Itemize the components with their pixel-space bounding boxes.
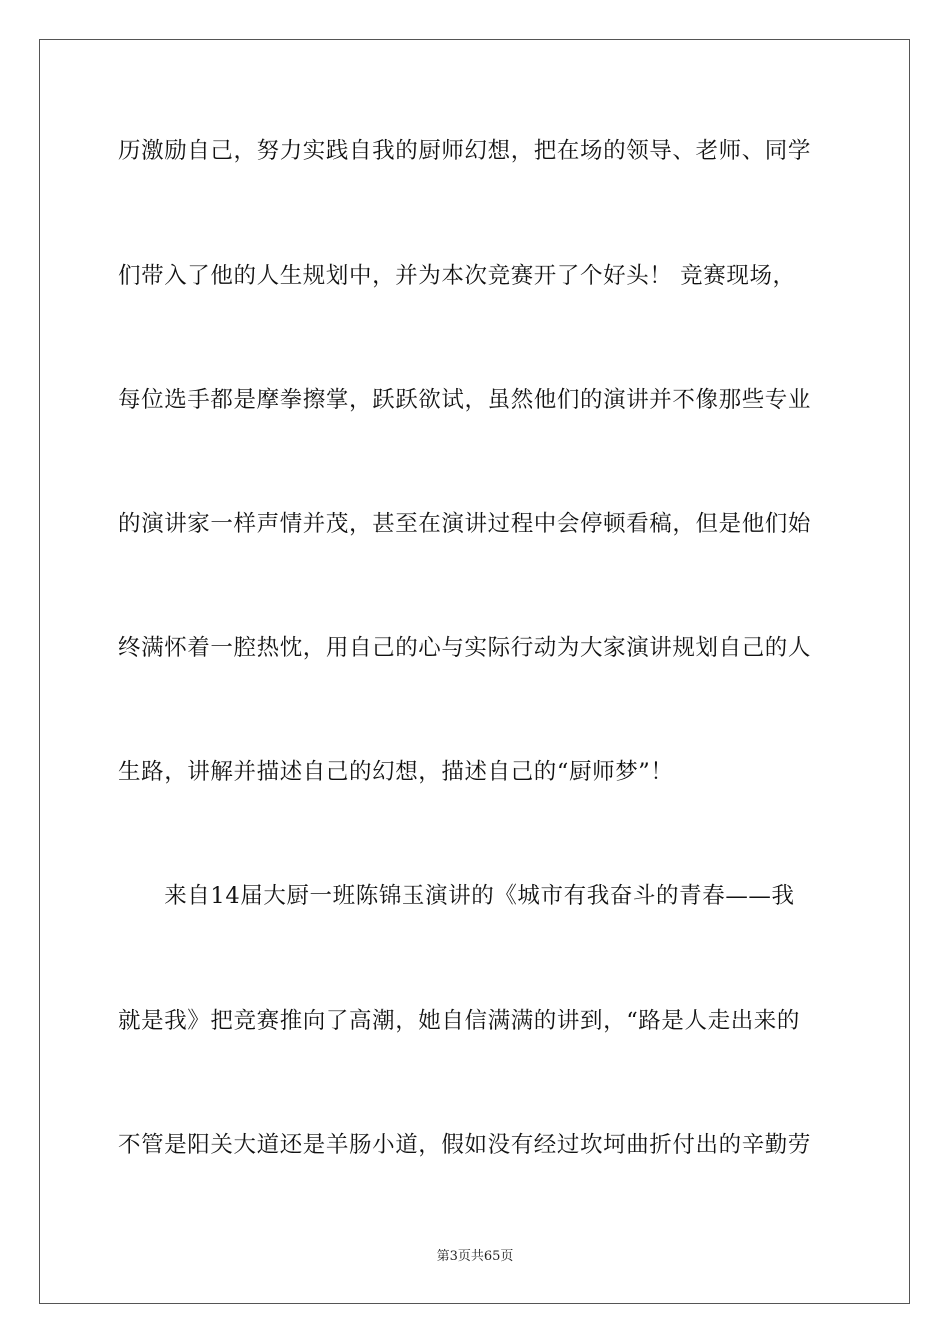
body-text-line: 生路，讲解并描述自己的幻想，描述自己的“厨师梦”！ (118, 759, 674, 785)
body-text-line: 历激励自己，努力实践自我的厨师幻想，把在场的领导、老师、同学 (118, 138, 812, 164)
page-number: 第3页 (436, 1249, 471, 1264)
body-text-line: 就是我》把竞赛推向了高潮，她自信满满的讲到，“路是人走出来的 (118, 1008, 801, 1034)
body-text-line: 的演讲家一样声情并茂，甚至在演讲过程中会停顿看稿，但是他们始 (118, 511, 812, 537)
page-total: 共65页 (470, 1249, 514, 1264)
body-text-line: 每位选手都是摩拳擦掌，跃跃欲试，虽然他们的演讲并不像那些专业 (118, 387, 812, 413)
body-text-line: 们带入了他的人生规划中，并为本次竞赛开了个好头！ 竞赛现场， (118, 263, 796, 289)
body-text-line: 来自14届大厨一班陈锦玉演讲的《城市有我奋斗的青春——我 (118, 883, 795, 909)
page-footer (0, 1249, 950, 1265)
body-text-line: 终满怀着一腔热忱，用自己的心与实际行动为大家演讲规划自己的人 (118, 635, 812, 661)
page-border (39, 39, 910, 1304)
body-text-line: 不管是阳关大道还是羊肠小道，假如没有经过坎坷曲折付出的辛勤劳 (118, 1132, 812, 1158)
